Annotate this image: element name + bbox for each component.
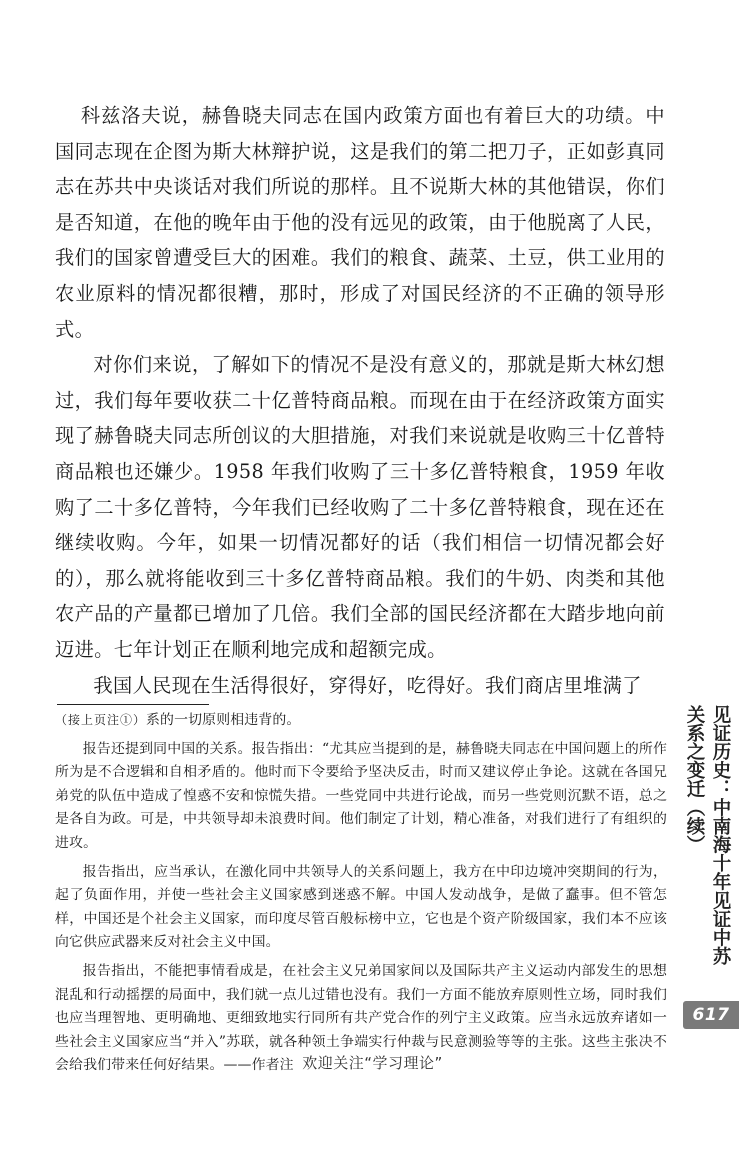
main-text-body <box>55 98 665 703</box>
footnote-continuation-ref: （接上页注①） <box>55 713 147 727</box>
page-number: 617 <box>692 1005 730 1025</box>
body-paragraph: 科兹洛夫说，赫鲁晓夫同志在国内政策方面也有着巨大的功绩。中国同志现在企图为斯大林辩护说，这是我们的第二把刀子，正如彭真同志在苏共中央谈话对我们所说的那样。且不说斯大林的其他错误，你们是否知道，在他的晚年由于他的没有远见的政策，由于他脱离了人民，我们的国家曾遭受巨大的困难。我们的粮食、蔬菜、土豆，供工业用的农业原料的情况都很糟，那时，形成了对国民经济的不正确的领导形式。 <box>55 104 665 341</box>
page-number-badge <box>683 1001 739 1029</box>
footer-caption: 欢迎关注“学习理论” <box>302 1054 443 1072</box>
footnote-continuation <box>55 709 667 733</box>
footnote-continuation-text: 系的一切原则相违背的。 <box>146 712 301 728</box>
body-paragraph: 对你们来说，了解如下的情况不是没有意义的，那就是斯大林幻想过，我们每年要收获二十亿普特商品粮。而现在由于在经济政策方面实现了赫鲁晓夫同志所创议的大胆措施，对我们来说就是收购三十亿普特商品粮也还嫌少。1958 年我们收购了三十多亿普特粮食，1959 年收购了二十多亿普特，今年我们已经收购了二十多亿普特粮食，现在还在继续收购。今年，如果一切情况都好的话（我们相信一切情况都会好的），那么就将能收到三十多亿普特商品粮。我们的牛奶、肉类和其他农产品的产量都已增加了几倍。我们全部的国民经济都在大踏步地向前迈进。七年计划正在顺利地完成和超额完成。 <box>55 353 665 661</box>
footnotes <box>55 709 667 1083</box>
footnote-paragraph: 报告指出，不能把事情看成是，在社会主义兄弟国家间以及国际共产主义运动内部发生的思想混乱和行动摇摆的局面中，我们就一点儿过错也没有。我们一方面不能放弃原则性立场，同时我们也应当理智地、更明确地、更细致地实行同所有共产党合作的列宁主义政策。应当永远放弃诸如一些社会主义国家应当“并入”苏联，就各种领土争端实行仲裁与民意测验等等的主张。这些主张决不会给我们带来任何好结果。——作者注 <box>55 962 667 1074</box>
footnote-paragraph: 报告指出，应当承认，在激化同中共领导人的关系问题上，我方在中印边境冲突期间的行为，起了负面作用，并使一些社会主义国家感到迷惑不解。中国人发动战争，是做了蠢事。但不管怎样，中国还是个社会主义国家，而印度尽管百般标榜中立，它也是个资产阶级国家，我们本不应该向它供应武器来反对社会主义中国。 <box>55 863 667 951</box>
running-book-title: 见证历史：中南海十年见证中苏关系之变迁（续） <box>684 705 731 966</box>
footnote-divider <box>57 704 209 705</box>
body-paragraph: 我国人民现在生活得很好，穿得好，吃得好。我们商店里堆满了 <box>93 673 642 697</box>
footnote-paragraph: 报告还提到同中国的关系。报告指出：“尤其应当提到的是，赫鲁晓夫同志在中国问题上的所作所为是不合逻辑和自相矛盾的。他时而下令要给予坚决反击，时而又建议停止争论。这就在各国兄弟党的队伍中造成了惶惑不安和惊慌失措。一些党同中共进行论战，而另一些党则沉默不语，总之是各自为政。可是，中共领导却未浪费时间。他们制定了计划，精心准备，对我们进行了有组织的进攻。 <box>55 740 667 851</box>
